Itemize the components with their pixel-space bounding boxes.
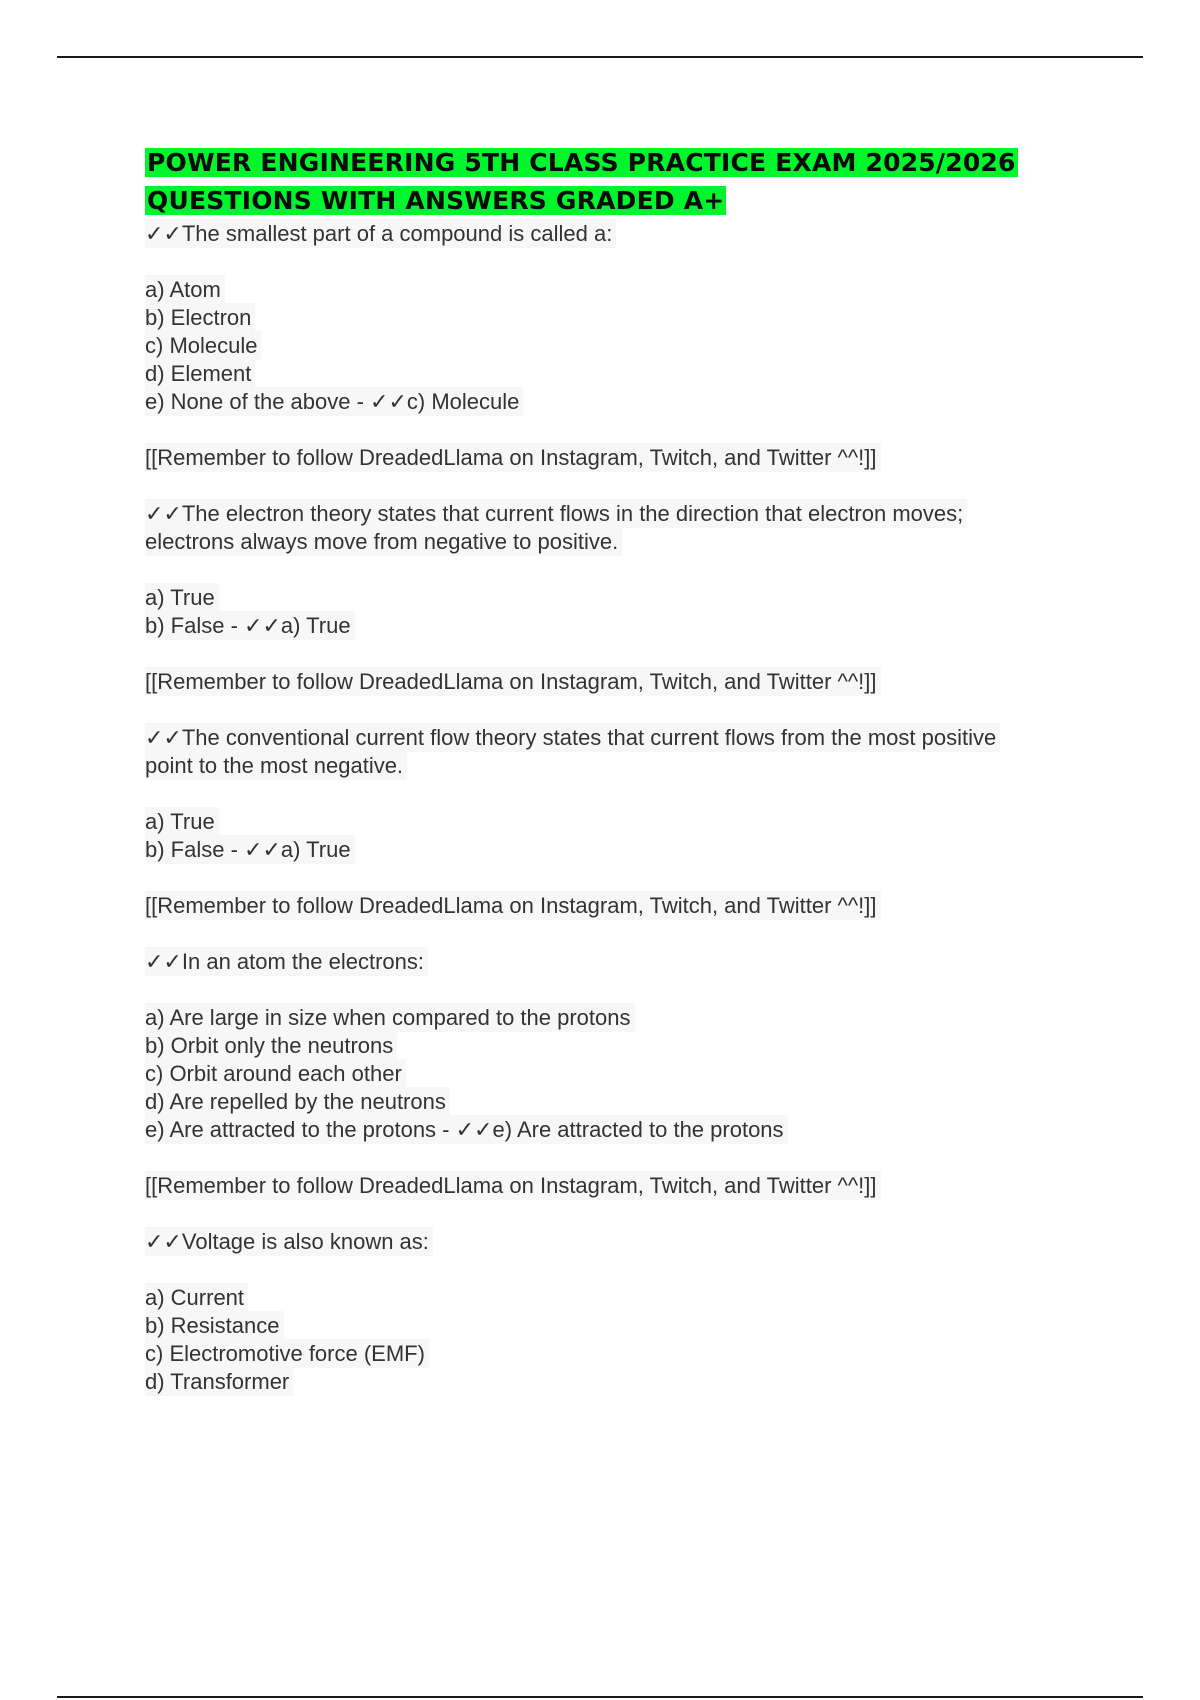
options-list (145, 584, 1095, 640)
option-b: b) Orbit only the neutrons (145, 1032, 1095, 1060)
option-b: b) Resistance (145, 1312, 1095, 1340)
title-line-1: POWER ENGINEERING 5TH CLASS PRACTICE EXAM 2025/2026 (147, 148, 1016, 177)
option-c: c) Molecule (145, 332, 1095, 360)
document-body (145, 144, 1095, 1396)
options-list (145, 1004, 1095, 1144)
option-e-answer: e) None of the above - ✓✓c) Molecule (145, 388, 1095, 416)
option-d: d) Are repelled by the neutrons (145, 1088, 1095, 1116)
option-a: a) True (145, 808, 1095, 836)
bottom-rule (57, 1696, 1143, 1698)
promo-note: [[Remember to follow DreadedLlama on Instagram, Twitch, and Twitter ^^!]] (145, 1172, 1095, 1200)
options-list (145, 808, 1095, 864)
document-title (145, 144, 1095, 220)
question-block-4 (145, 948, 1095, 1200)
promo-note: [[Remember to follow DreadedLlama on Instagram, Twitch, and Twitter ^^!]] (145, 892, 1095, 920)
option-c: c) Orbit around each other (145, 1060, 1095, 1088)
option-a: a) True (145, 584, 1095, 612)
options-list (145, 1284, 1095, 1396)
option-c: c) Electromotive force (EMF) (145, 1340, 1095, 1368)
option-a: a) Atom (145, 276, 1095, 304)
question-prompt: ✓✓In an atom the electrons: (145, 948, 1095, 976)
top-rule (57, 56, 1143, 58)
question-block-1 (145, 220, 1095, 472)
question-prompt-line-2: point to the most negative. (145, 752, 1095, 780)
option-d: d) Element (145, 360, 1095, 388)
question-prompt-line-2: electrons always move from negative to positive. (145, 528, 1095, 556)
option-a: a) Current (145, 1284, 1095, 1312)
title-line-2: QUESTIONS WITH ANSWERS GRADED A+ (147, 186, 725, 215)
question-block-5 (145, 1228, 1095, 1396)
options-list (145, 276, 1095, 416)
option-a: a) Are large in size when compared to the protons (145, 1004, 1095, 1032)
question-prompt: ✓✓The smallest part of a compound is called a: (145, 220, 1095, 248)
option-e-answer: e) Are attracted to the protons - ✓✓e) Are attracted to the protons (145, 1116, 1095, 1144)
question-block-2 (145, 500, 1095, 696)
question-prompt-line-1: ✓✓The electron theory states that current flows in the direction that electron moves; (145, 500, 1095, 528)
option-b-answer: b) False - ✓✓a) True (145, 836, 1095, 864)
option-b-answer: b) False - ✓✓a) True (145, 612, 1095, 640)
promo-note: [[Remember to follow DreadedLlama on Instagram, Twitch, and Twitter ^^!]] (145, 444, 1095, 472)
option-b: b) Electron (145, 304, 1095, 332)
question-prompt-line-1: ✓✓The conventional current flow theory states that current flows from the most positive (145, 724, 1095, 752)
promo-note: [[Remember to follow DreadedLlama on Instagram, Twitch, and Twitter ^^!]] (145, 668, 1095, 696)
option-d: d) Transformer (145, 1368, 1095, 1396)
question-block-3 (145, 724, 1095, 920)
question-prompt: ✓✓Voltage is also known as: (145, 1228, 1095, 1256)
